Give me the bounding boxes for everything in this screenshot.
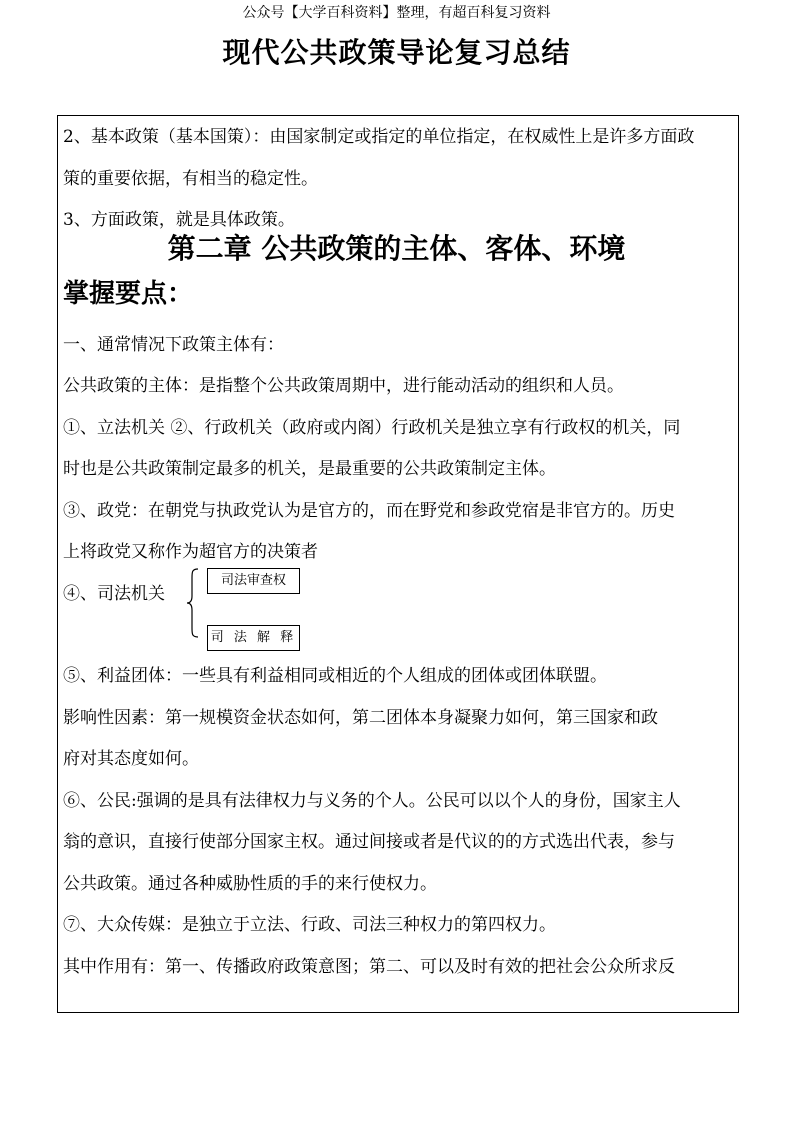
text-line: 影响性因素：第一规模资金状态如何，第二团体本身凝聚力如何，第三国家和政: [63, 708, 658, 728]
text-line: 公共政策的主体：是指整个公共政策周期中，进行能动活动的组织和人员。: [63, 376, 624, 396]
judicial-interpretation-box: 司 法 解 释: [207, 625, 300, 651]
key-points-heading: 掌握要点：: [63, 279, 194, 309]
text-line: ⑥、公民:强调的是具有法律权力与义务的个人。公民可以以个人的身份，国家主人: [63, 791, 681, 811]
text-line: 时也是公共政策制定最多的机关，是最重要的公共政策制定主体。: [63, 459, 556, 479]
text-line: 3、方面政策，就是具体政策。: [63, 210, 295, 230]
text-line: ①、立法机关 ②、行政机关（政府或内阁）行政机关是独立享有行政权的机关，同: [63, 418, 681, 438]
text-line: 上将政党又称作为超官方的决策者: [63, 542, 318, 562]
text-line: 府对其态度如何。: [63, 749, 199, 769]
header-note: 公众号【大学百科资料】整理，有超百科复习资料: [242, 5, 551, 21]
text-line: ⑤、利益团体：一些具有利益相同或相近的个人组成的团体或团体联盟。: [63, 666, 607, 686]
text-line: ③、政党：在朝党与执政党认为是官方的，而在野党和参政党宿是非官方的。历史: [63, 501, 675, 521]
text-line: 公共政策。通过各种威胁性质的手的来行使权力。: [63, 874, 437, 894]
text-line: 2、基本政策（基本国策）：由国家制定或指定的单位指定，在权威性上是许多方面政: [63, 127, 695, 147]
text-line: ⑦、大众传媒：是独立于立法、行政、司法三种权力的第四权力。: [63, 915, 556, 935]
curly-brace-icon: [186, 568, 200, 638]
document-title: 现代公共政策导论复习总结: [222, 36, 571, 69]
text-line: ④、司法机关: [63, 584, 165, 604]
text-line: 其中作用有：第一、传播政府政策意图；第二、可以及时有效的把社会公众所求反: [63, 957, 675, 977]
text-line: 翁的意识，直接行使部分国家主权。通过间接或者是代议的的方式选出代表，参与: [63, 832, 675, 852]
text-line: 策的重要依据，有相当的稳定性。: [63, 169, 318, 189]
text-line: 一、通常情况下政策主体有：: [63, 335, 284, 355]
judicial-review-box: 司法审查权: [207, 568, 300, 594]
chapter-title: 第二章 公共政策的主体、客体、环境: [167, 232, 626, 265]
